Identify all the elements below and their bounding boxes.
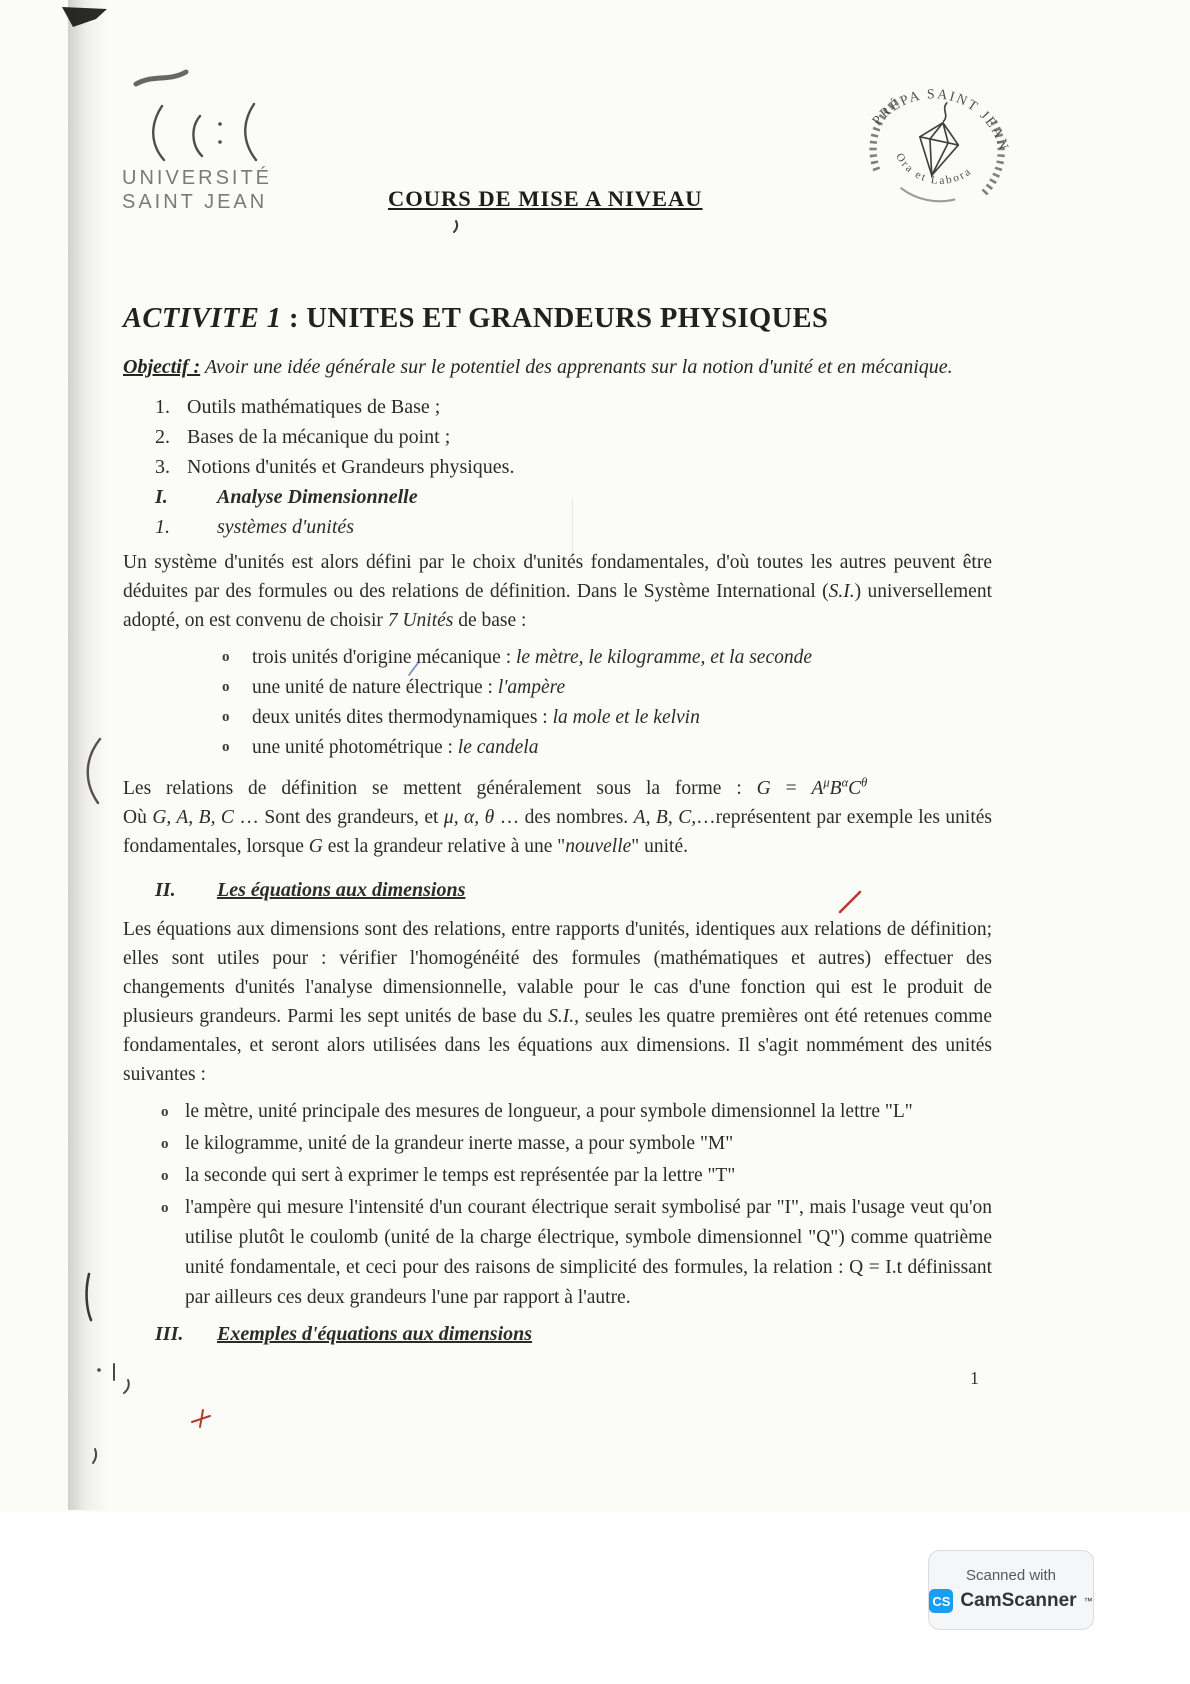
bullet-marker: o xyxy=(161,1168,169,1184)
formula-exponent-mu: μ xyxy=(823,775,830,790)
bullet-text-plain: trois unités d'origine mécanique : xyxy=(252,647,516,668)
list-item-text: Notions d'unités et Grandeurs physiques. xyxy=(187,456,515,478)
formula-G: G xyxy=(756,778,771,799)
bullet-item xyxy=(222,703,992,732)
scan-artifact-corner-mark xyxy=(60,4,112,32)
bullet-text xyxy=(252,643,992,672)
bullet-text: l'ampère qui mesure l'intensité d'un courant électrique serait symbolisé par "I", mais l'usage veut qu'on utilise plutôt le coulomb (unité de la charge électrique, symbole dimensionnel "Q") comme quatrième unité fondamentale, et ceci pour des raisons de simplicité des formules, la relation : Q = I.t définissant par ailleurs ces deux grandeurs l'une par rapport à l'autre. xyxy=(185,1197,992,1308)
paragraph-segment: … des nombres. xyxy=(494,807,634,828)
activity-label: ACTIVITE 1 xyxy=(123,303,282,334)
bullet-text-plain: deux unités dites thermodynamiques : xyxy=(252,707,553,728)
scanned-with-text: Scanned with xyxy=(965,1567,1057,1584)
section-title: Exemples d'équations aux dimensions xyxy=(217,1323,533,1345)
paragraph-segment-italic: 7 Unités xyxy=(387,610,454,631)
bullet-text: le mètre, unité principale des mesures de longueur, a pour symbole dimensionnel la lettre "L" xyxy=(185,1101,913,1122)
section-heading-exemples-equations xyxy=(123,1319,992,1349)
paragraph-segment: " unité. xyxy=(631,836,688,857)
seal-top-text: PRÉPA SAINT JEAN xyxy=(869,87,1012,154)
bullet-marker: o xyxy=(222,709,230,725)
stray-ink-mark xyxy=(450,218,464,236)
university-name-line1: UNIVERSITÉ xyxy=(122,167,273,189)
university-logo xyxy=(122,166,272,214)
list-item xyxy=(123,392,992,422)
bullet-text: la seconde qui sert à exprimer le temps est représentée par la lettre "T" xyxy=(185,1165,736,1186)
paragraph-segment-italic: nouvelle xyxy=(565,836,632,857)
margin-dots-mark xyxy=(92,1358,152,1398)
section-heading-analyse-dimensionnelle xyxy=(123,482,992,512)
section-title: Les équations aux dimensions xyxy=(217,879,466,901)
list-item-number: 3. xyxy=(155,456,170,478)
objective xyxy=(123,352,992,382)
bullet-text xyxy=(252,673,992,702)
paragraph-segment: Les équations aux dimensions sont des relations, entre rapports d'unités, identiques aux relations de définition; elles sont utiles pour : vérifier l'homogénéité des formules (mathématiques et autres) effectuer des changements d'unités l'analyse dimensionnelle, valable pour le cas d'une fonction qui est le produit de plusieurs grandeurs. Parmi les sept unités de base du xyxy=(123,919,992,1027)
paragraph-segment-italic: μ, α, θ xyxy=(443,807,495,828)
objective-label: Objectif : xyxy=(123,356,201,378)
page-number: 1 xyxy=(970,1368,979,1388)
paragraph-segment: , seules les quatre premières ont été retenues comme fondamentales, et seront alors utilisées dans les équations aux dimensions. Il s'agit nommément des unités suivantes : xyxy=(123,1006,992,1085)
activity-title xyxy=(123,302,992,336)
bullet-item xyxy=(161,1161,992,1191)
definition-relations-paragraph xyxy=(123,774,992,861)
paragraph-segment: … Sont des grandeurs, et xyxy=(233,807,444,828)
formula-C: C xyxy=(848,778,862,799)
bullet-text-italic: la mole et le kelvin xyxy=(552,707,700,728)
paragraph-segment-italic: G xyxy=(308,836,323,857)
paragraph-segment: …représentent par exemple les unités fondamentales, lorsque xyxy=(123,807,992,857)
subsection-heading-systemes-unites xyxy=(123,512,992,542)
bullet-marker: o xyxy=(222,679,230,695)
formula-exponent-theta: θ xyxy=(861,775,868,790)
paragraph-segment: de base : xyxy=(453,610,527,631)
list-item-text: Outils mathématiques de Base ; xyxy=(187,396,441,418)
objective-text: Avoir une idée générale sur le potentiel des apprenants sur la notion d'unité et en mécanique. xyxy=(200,356,953,378)
red-pen-mark-bottom xyxy=(188,1406,216,1430)
paragraph-segment: Où xyxy=(123,807,153,828)
formula-exponent xyxy=(861,776,867,790)
bullet-marker: o xyxy=(222,739,230,755)
bullet-text-italic: l'ampère xyxy=(497,677,566,698)
course-title: COURS DE MISE A NIVEAU xyxy=(388,186,703,211)
section-heading-equations-dimensions xyxy=(123,875,992,905)
margin-apostrophe-mark xyxy=(88,1446,102,1468)
bullet-item xyxy=(222,733,992,762)
camscanner-name: CamScanner xyxy=(960,1590,1077,1611)
bullet-item xyxy=(222,673,992,702)
bullet-marker: o xyxy=(222,649,230,665)
bullet-text-italic: le candela xyxy=(457,737,539,758)
relation-lead: Les relations de définition se mettent généralement sous la forme : xyxy=(123,778,757,799)
diamond-gem-icon xyxy=(913,98,967,179)
bullet-item xyxy=(222,643,992,672)
paragraph-segment-italic: A, B, C, xyxy=(633,807,697,828)
list-item-number: 1. xyxy=(155,396,170,418)
bullet-text-italic: le mètre, le kilogramme, et la seconde xyxy=(516,647,813,668)
list-item xyxy=(123,422,992,452)
paragraph-segment: Un système d'unités est alors défini par le choix d'unités fondamentales, d'où toutes les autres peuvent être déduites par des formules ou des relations de définition. Dans le Système International ( xyxy=(123,552,992,602)
section-title: Analyse Dimensionnelle xyxy=(217,486,418,508)
formula-exponent-alpha: α xyxy=(841,775,849,790)
subsection-title: systèmes d'unités xyxy=(217,516,355,538)
section-number: III. xyxy=(155,1323,184,1345)
bullet-text xyxy=(252,703,992,732)
paragraph-segment: est la grandeur relative à une " xyxy=(322,836,566,857)
formula-A: A xyxy=(811,778,824,799)
seal-bottom-text: Ora et Labora xyxy=(893,151,975,188)
paragraph-segment-italic: S.I. xyxy=(548,1006,575,1027)
relation-form-line xyxy=(123,775,868,799)
paragraph-segment-italic: G, A, B, C xyxy=(152,807,234,828)
paragraph-segment: ) universellement adopté, on est convenu de choisir xyxy=(123,581,992,631)
bullet-text xyxy=(252,733,992,762)
paragraph-segment-italic: S.I. xyxy=(828,581,855,602)
prepa-saint-jean-seal xyxy=(834,42,1043,251)
margin-paren-mark xyxy=(80,735,106,807)
handwritten-scribble xyxy=(132,62,292,166)
section-number: II. xyxy=(155,879,176,901)
list-item-text: Bases de la mécanique du point ; xyxy=(187,426,451,448)
formula-B: B xyxy=(829,778,842,799)
dimension-symbols-list xyxy=(161,1097,992,1313)
bullet-text-plain: une unité de nature électrique : xyxy=(252,677,498,698)
topics-list xyxy=(123,392,992,482)
university-name-line2: SAINT JEAN xyxy=(122,191,268,213)
camscanner-badge xyxy=(928,1550,1094,1630)
bullet-marker: o xyxy=(161,1200,169,1216)
list-item xyxy=(123,452,992,482)
activity-title-text: UNITES ET GRANDEURS PHYSIQUES xyxy=(306,303,829,334)
trademark-symbol: ™ xyxy=(1083,1596,1093,1606)
section-number: I. xyxy=(155,486,168,508)
document-body xyxy=(123,302,992,1349)
list-item-number: 2. xyxy=(155,426,170,448)
subsection-number: 1. xyxy=(155,516,170,538)
bullet-item xyxy=(161,1097,992,1127)
bullet-marker: o xyxy=(161,1104,169,1120)
formula-equals: = xyxy=(770,778,812,799)
margin-bar-mark xyxy=(80,1272,98,1322)
equations-dimensions-paragraph xyxy=(123,915,992,1089)
camscanner-logo-icon: CS xyxy=(929,1589,953,1613)
bullet-text: le kilogramme, unité de la grandeur inerte masse, a pour symbole "M" xyxy=(185,1133,734,1154)
activity-title-separator: : xyxy=(281,303,307,334)
bullet-item xyxy=(161,1129,992,1159)
bullet-marker: o xyxy=(161,1136,169,1152)
base-units-list xyxy=(222,643,992,762)
bullet-text-plain: une unité photométrique : xyxy=(252,737,458,758)
bullet-item xyxy=(161,1193,992,1313)
systeme-unites-paragraph xyxy=(123,548,992,635)
camscanner-row xyxy=(929,1589,1092,1613)
